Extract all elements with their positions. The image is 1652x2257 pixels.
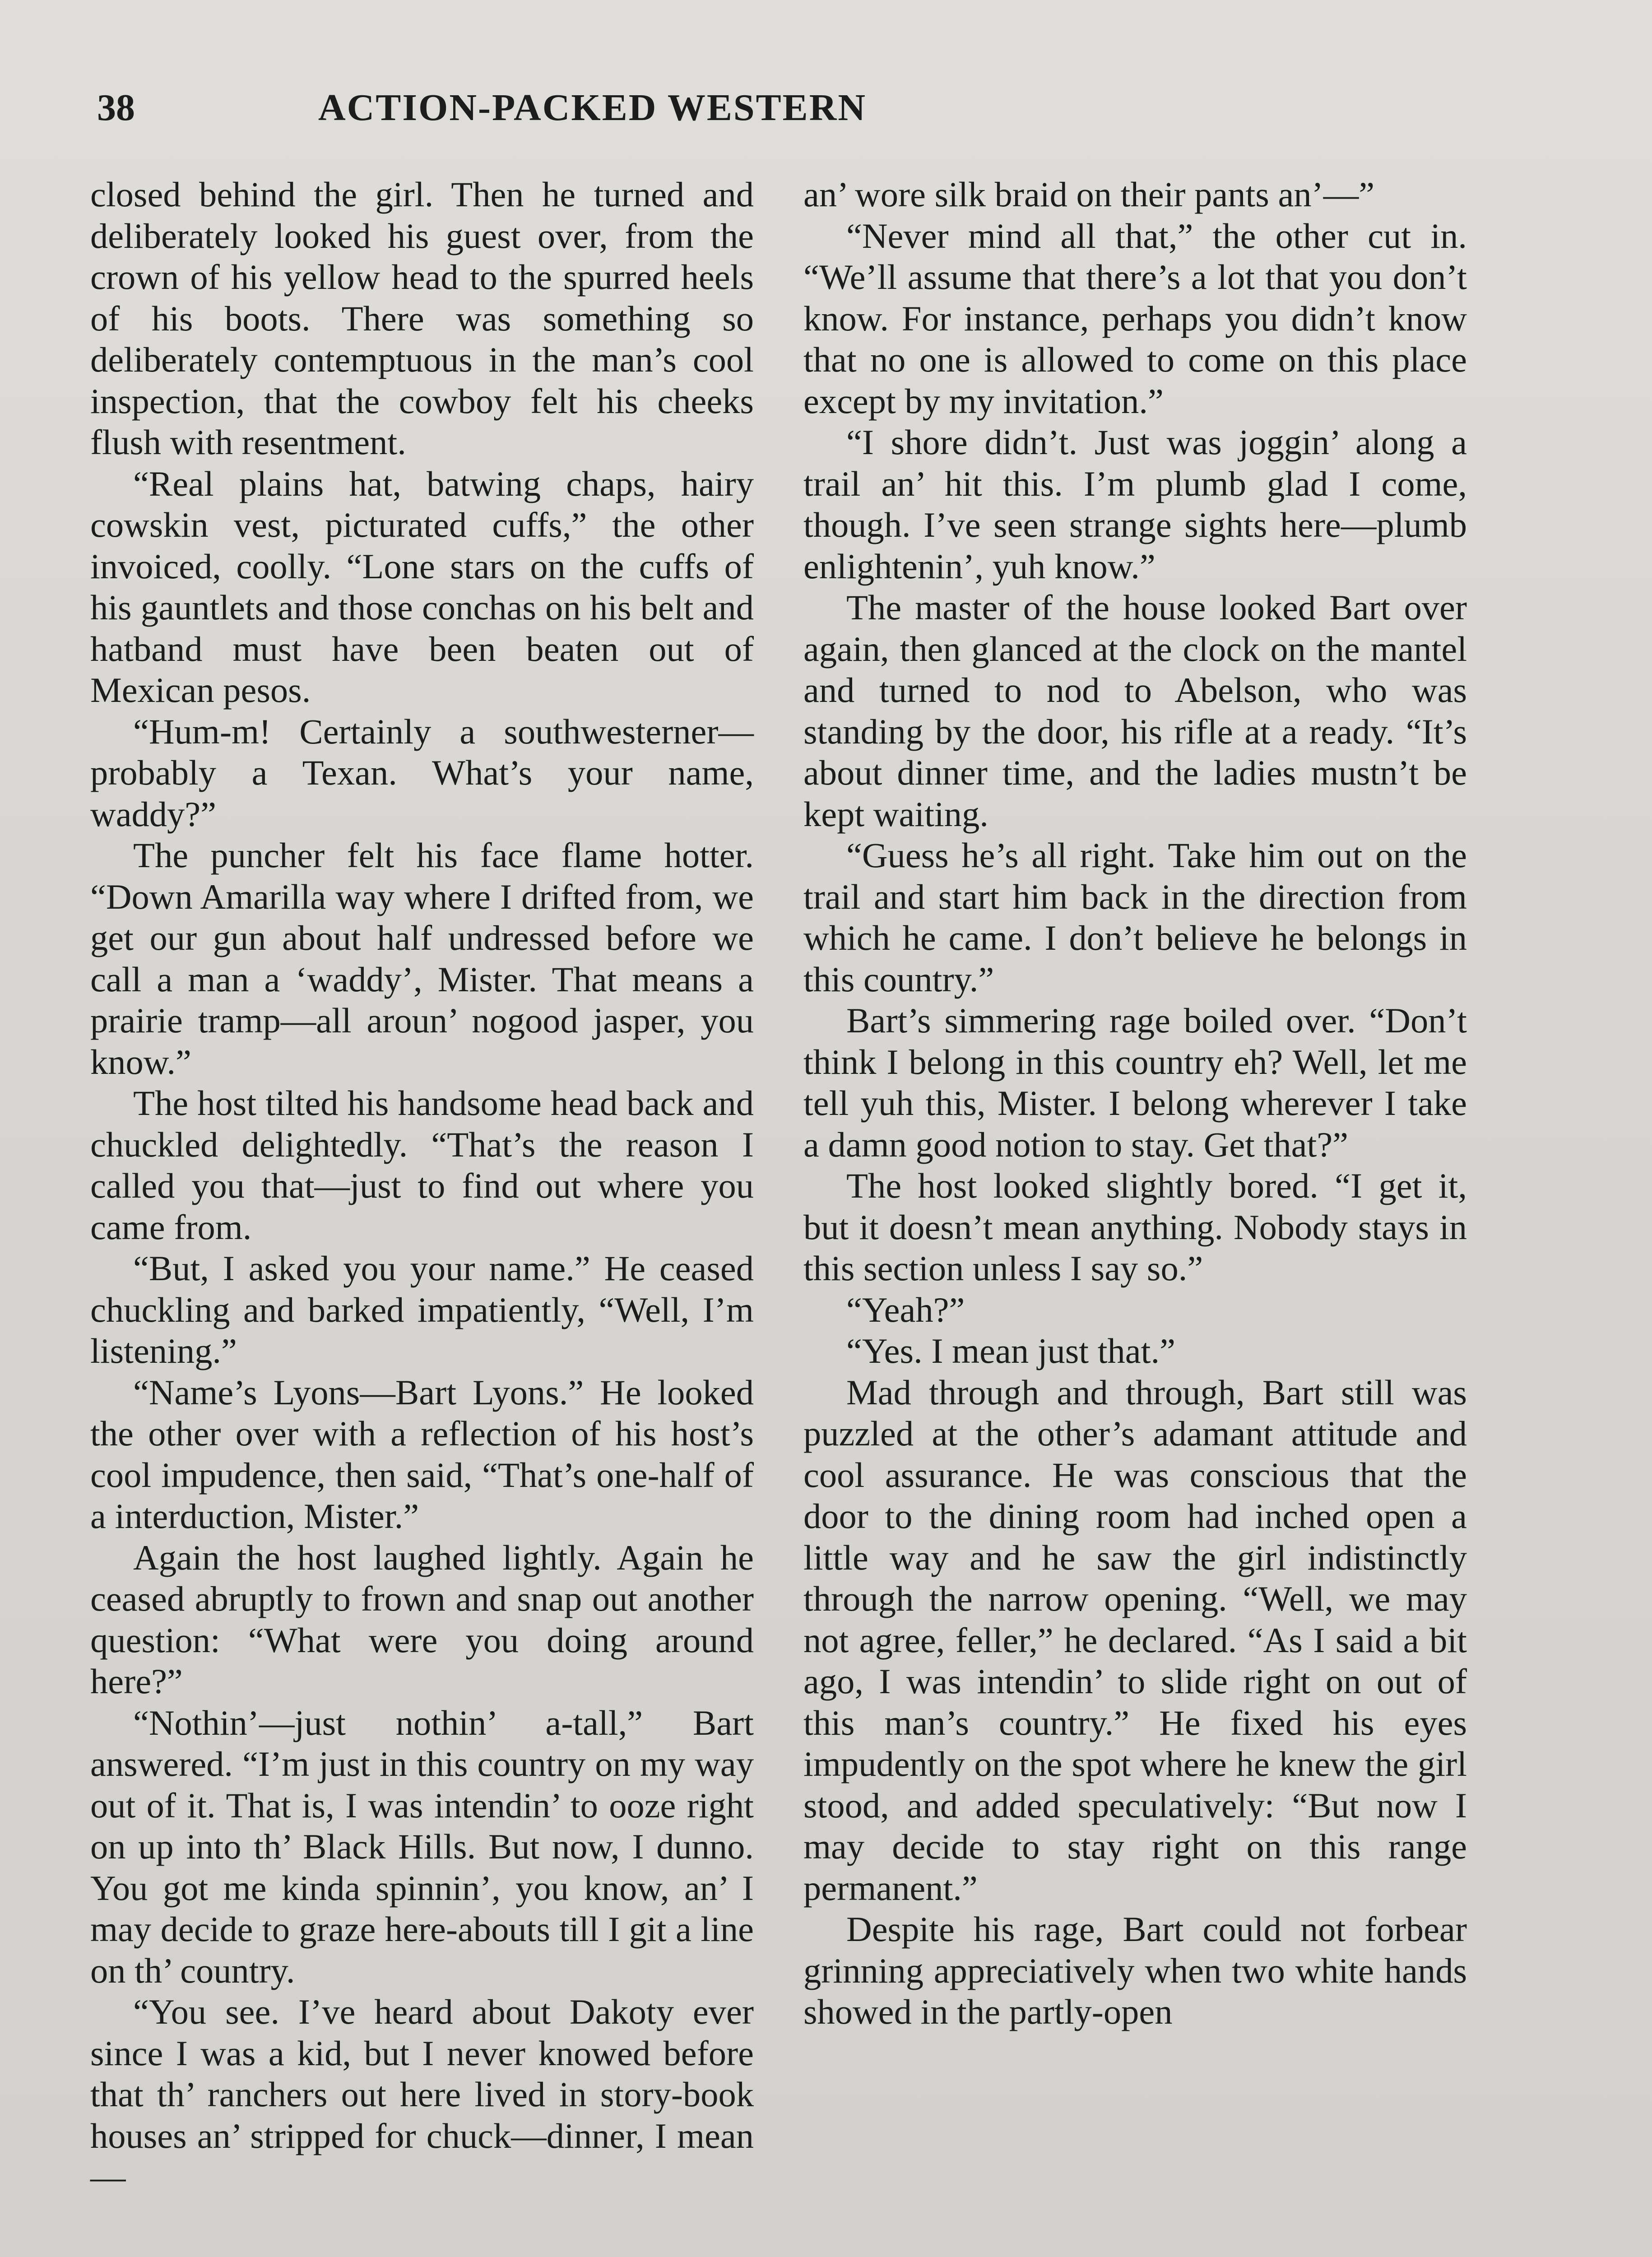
paragraph: “Nothin’—just nothin’ a-tall,” Bart answered. “I’m just in this country on my way out of it. That is, I was intendin’ to ooze right on up into th’ Black Hills. But now, I dunno. You got me kinda spinnin’, you know, an’ I may decide to graze here-abouts till I git a line on th’ country. [90, 1703, 754, 1990]
paragraph: “I shore didn’t. Just was joggin’ along a trail an’ hit this. I’m plumb glad I come, though. I’ve seen strange sights here—plumb enlightenin’, yuh know.” [803, 423, 1467, 586]
paragraph: “You see. I’ve heard about Dakoty ever since I was a kid, but I never knowed before that th’ ranchers out here lived in story-book houses an’ stripped for chuck—dinner, I mean— [90, 1992, 754, 2197]
running-title: ACTION-PACKED WESTERN [318, 87, 867, 129]
paragraph: “Guess he’s all right. Take him out on the trail and start him back in the direction from which he came. I don’t believe he belongs in this country.” [803, 836, 1467, 999]
page-number: 38 [97, 87, 135, 129]
paragraph: “Never mind all that,” the other cut in. “We’ll assume that there’s a lot that you don’t know. For instance, perhaps you didn’t know that no one is allowed to come on this place except by my invitation.” [803, 216, 1467, 421]
paragraph: an’ wore silk braid on their pants an’—” [803, 175, 1375, 214]
page-header [97, 86, 1088, 135]
right-text-column [803, 174, 1467, 2033]
paragraph: “Name’s Lyons—Bart Lyons.” He looked the other over with a reflection of his host’s cool impudence, then said, “That’s one-half of a interduction, Mister.” [90, 1372, 754, 1536]
paragraph: The master of the house looked Bart over again, then glanced at the clock on the mantel and turned to nod to Abelson, who was standing by the door, his rifle at a ready. “It’s about dinner time, and the ladies mustn’t be kept waiting. [803, 588, 1467, 834]
paragraph: “Hum-m! Certainly a southwesterner—probably a Texan. What’s your name, waddy?” [90, 711, 754, 834]
paragraph: “Real plains hat, batwing chaps, hairy cowskin vest, picturated cuffs,” the other invoiced, coolly. “Lone stars on the cuffs of his gauntlets and those conchas on his belt and hatband must have been beaten out of Mexican pesos. [90, 464, 754, 710]
paragraph: Mad through and through, Bart still was puzzled at the other’s adamant attitude and cool assurance. He was conscious that the door to the dining room had inched open a little way and he saw the girl indistinctly through the narrow opening. “Well, we may not agree, feller,” he declared. “As I said a bit ago, I was intendin’ to slide right on out of this man’s country.” He fixed his eyes impudently on the spot where he knew the girl stood, and added speculatively: “But now I may decide to stay right on this range permanent.” [803, 1372, 1467, 1908]
paragraph: Bart’s simmering rage boiled over. “Don’t think I belong in this country eh? Well, let me tell yuh this, Mister. I belong wherever I take a damn good notion to stay. Get that?” [803, 1001, 1467, 1164]
paragraph: Again the host laughed lightly. Again he ceased abruptly to frown and snap out another question: “What were you doing around here?” [90, 1537, 754, 1701]
paragraph: closed behind the girl. Then he turned and deliberately looked his guest over, from the crown of his yellow head to the spurred heels of his boots. There was something so deliberately contemptuous in the man’s cool inspection, that the cowboy felt his cheeks flush with resentment. [90, 175, 754, 462]
paragraph: “Yeah?” [846, 1290, 965, 1329]
paragraph: “Yes. I mean just that.” [846, 1331, 1175, 1370]
paragraph: “But, I asked you your name.” He ceased chuckling and barked impatiently, “Well, I’m listening.” [90, 1249, 754, 1370]
paragraph: The host looked slightly bored. “I get it, but it doesn’t mean anything. Nobody stays in this section unless I say so.” [803, 1166, 1467, 1288]
paragraph: The host tilted his handsome head back and chuckled delightedly. “That’s the reason I called you that—just to find out where you came from. [90, 1083, 754, 1247]
paragraph: The puncher felt his face flame hotter. “Down Amarilla way where I drifted from, we get our gun about half undressed before we call a man a ‘waddy’, Mister. That means a prairie tramp—all aroun’ nogood jasper, you know.” [90, 836, 754, 1082]
left-text-column [90, 174, 754, 2198]
paragraph: Despite his rage, Bart could not forbear grinning appreciatively when two white hands showed in the partly-open [803, 1909, 1467, 2031]
